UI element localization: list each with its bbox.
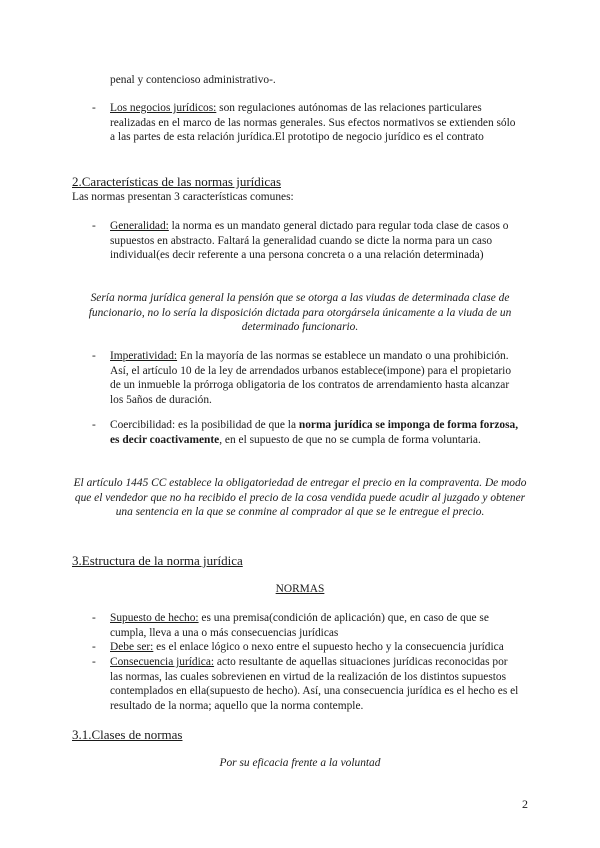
list-item-debe-ser	[110, 640, 520, 655]
section-3-1-subtitle: Por su eficacia frente a la voluntad	[219, 757, 381, 769]
bullet-dash: -	[92, 612, 96, 624]
bullet-dash: -	[92, 656, 96, 668]
text-coercibilidad-after: , en el supuesto de que no se cumpla de forma voluntaria.	[219, 433, 481, 446]
continuation-text: penal y contencioso administrativo-.	[110, 74, 276, 86]
list-item-consecuencia	[110, 655, 520, 713]
bullet-dash: -	[92, 102, 96, 114]
text-generalidad: la norma es un mandato general dictado para regular toda clase de casos o supuestos en abstracto. Faltará la generalidad cuando se dicte la norma para un caso individual(es decir referente a una persona concreta o a una relación determinada)	[110, 220, 509, 262]
bullet-dash: -	[92, 220, 96, 232]
text-debe-ser: es el enlace lógico o nexo entre el supuesto hecho y la consecuencia jurídica	[153, 641, 504, 653]
list-item-supuesto	[110, 611, 520, 640]
list-item-coercibilidad	[110, 418, 520, 447]
section-3-heading: 3.Estructura de la norma jurídica	[72, 553, 243, 568]
example-coercibilidad: El artículo 1445 CC establece la obligatoriedad de entregar el precio en la compraventa. De modo que el vendedor que no ha recibido el precio de la cosa vendida puede acudir al juzgado y obtener una sentencia en la que se conmine al comprador al que se le entregue el precio.	[73, 477, 527, 519]
text-supuesto: es una premisa(condición de aplicación) que, en caso de que se cumpla, lleva a una o más consecuencias jurídicas	[110, 612, 489, 639]
term-consecuencia: Consecuencia jurídica:	[110, 656, 215, 668]
bullet-dash: -	[92, 350, 96, 362]
text-negocios: son regulaciones autónomas de las relaciones particulares realizadas en el marco de las normas generales. Sus efectos normativos se extienden sólo a las partes de esta relación jurídica.El prototipo de negocio jurídico es el contrato	[110, 102, 516, 144]
text-imperatividad: En la mayoría de las normas se establece un mandato o una prohibición. Así, el artículo 10 de la ley de arrendados urbanos establece(impone) para el propietario de un inmueble la prórroga obligatoria de los contratos de arrendamiento hasta alcanzar los 5años de duración.	[110, 350, 512, 406]
term-supuesto: Supuesto de hecho:	[110, 612, 199, 624]
list-item-imperatividad	[110, 349, 520, 407]
section-2-heading: 2.Características de las normas jurídicas	[72, 174, 282, 189]
example-generalidad: Sería norma jurídica general la pensión que se otorga a las viudas de determinada clase de funcionario, no lo sería la disposición dictada para otorgársela únicamente a la viuda de un determinado funcionario.	[88, 292, 512, 334]
bullet-dash: -	[92, 419, 96, 431]
text-consecuencia: acto resultante de aquellas situaciones jurídicas reconocidas por las normas, las cuales sobrevienen en virtud de la realización de los distintos supuestos contemplados en ella(supuesto de hecho). Así, una consecuencia jurídica es el hecho es el resultado de la norma; aquello que la norma contemple.	[110, 656, 519, 712]
normas-label	[0, 582, 600, 597]
section-2-intro: Las normas presentan 3 características comunes:	[72, 191, 294, 203]
page-number: 2	[522, 797, 528, 811]
term-negocios: Los negocios jurídicos:	[110, 102, 217, 114]
bullet-dash: -	[92, 641, 96, 653]
term-generalidad: Generalidad:	[110, 220, 169, 232]
term-imperatividad: Imperatividad:	[110, 350, 178, 362]
normas-label-text: NORMAS	[275, 583, 325, 595]
text-coercibilidad-bold: norma jurídica se imponga de forma forzosa, es decir coactivamente	[110, 419, 519, 446]
text-coercibilidad-before: Coercibilidad: es la posibilidad de que la	[110, 419, 299, 431]
section-3-1-heading: 3.1.Clases de normas	[72, 727, 183, 742]
list-item-generalidad	[110, 219, 520, 263]
term-debe-ser: Debe ser:	[110, 641, 154, 653]
list-item-negocios	[110, 101, 520, 145]
